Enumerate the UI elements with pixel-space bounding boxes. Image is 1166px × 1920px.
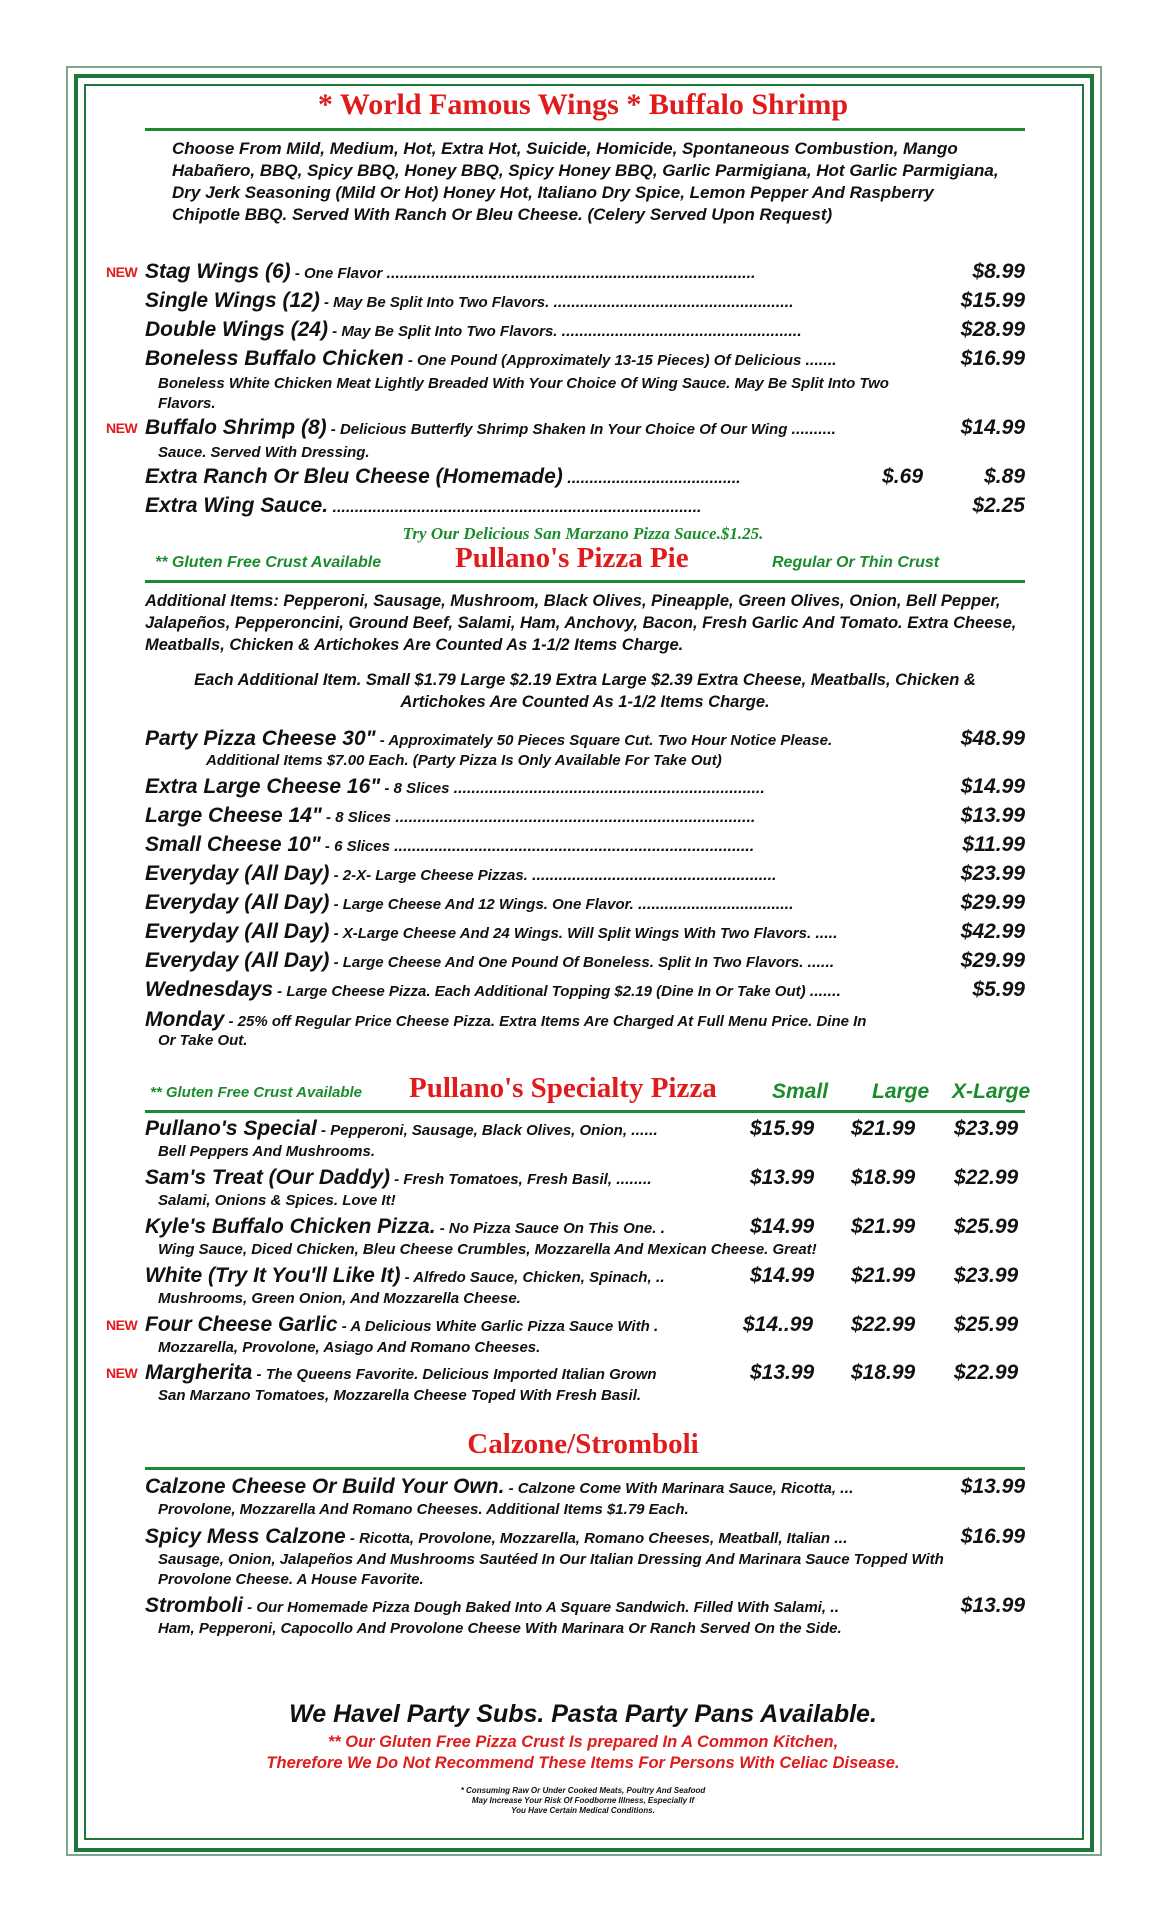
item-name: Wednesdays: [145, 978, 273, 1001]
menu-item-everyday-4: [145, 949, 1025, 977]
wings-title: * World Famous Wings * Buffalo Shrimp: [317, 88, 849, 121]
leader-dots: .......................................: [567, 470, 741, 487]
price-small: $14..99: [743, 1313, 814, 1336]
item-name: Buffalo Shrimp (8): [145, 416, 327, 439]
specialty-item-margherita: [145, 1361, 745, 1389]
menu-item-everyday-2: [145, 891, 1025, 919]
menu-item-extra-wing-sauce: [145, 494, 1025, 522]
item-name: Double Wings (24): [145, 318, 328, 341]
price-small: $13.99: [750, 1166, 815, 1189]
leader-dots: ...: [840, 1480, 854, 1497]
leader-dots: ........: [616, 1171, 652, 1188]
item-price: $13.99: [957, 804, 1025, 828]
leader-dots: ..........: [791, 421, 836, 438]
price-xlarge: $23.99: [954, 1117, 1019, 1140]
leader-dots: ......................................................: [553, 294, 794, 311]
item-price: $28.99: [957, 318, 1025, 342]
item-note: - Fresh Tomatoes, Fresh Basil,: [390, 1171, 617, 1188]
price-small: $14.99: [750, 1215, 815, 1238]
item-note: - 8 Slices: [380, 780, 454, 797]
gluten-warning-line-2: Therefore We Do Not Recommend These Items For Persons With Celiac Disease.: [266, 1754, 900, 1772]
san-marzano-sauce-note: Try Our Delicious San Marzano Pizza Sauce.$1.25.: [402, 524, 764, 543]
item-price: $8.99: [968, 260, 1025, 284]
item-note: - Alfredo Sauce, Chicken, Spinach,: [400, 1269, 656, 1286]
item-description: Ham, Pepperoni, Capocollo And Provolone Cheese With Marinara Or Ranch Served On the Side.: [158, 1620, 842, 1637]
calzone-title: Calzone/Stromboli: [467, 1428, 699, 1460]
menu-item-small-cheese: [145, 833, 1025, 861]
menu-item-extra-ranch: [145, 465, 1025, 493]
item-note: - Large Cheese And 12 Wings. One Flavor.: [329, 896, 638, 913]
item-note: - Approximately 50 Pieces Square Cut. Two Hour Notice Please.: [375, 732, 833, 749]
item-price-small: $.69: [878, 465, 923, 489]
leader-dots: ......................................................................: [453, 780, 765, 797]
item-note: - X-Large Cheese And 24 Wings. Will Split Wings With Two Flavors.: [329, 925, 816, 942]
leader-dots: ...: [834, 1530, 848, 1547]
menu-item-boneless-buffalo-chicken: [145, 347, 1025, 375]
menu-item-single-wings: [145, 289, 1025, 317]
menu-item-stromboli: [145, 1594, 1025, 1622]
item-note: - 8 Slices: [321, 809, 396, 826]
item-name: Extra Large Cheese 16": [145, 775, 381, 798]
specialty-item-white: [145, 1264, 745, 1292]
item-price-large: $.89: [984, 465, 1025, 488]
new-badge: NEW: [106, 420, 138, 436]
item-name: Everyday (All Day): [145, 891, 330, 914]
column-header-xlarge: X-Large: [952, 1080, 1031, 1103]
item-note: - Delicious Butterfly Shrimp Shaken In Your Choice Of Our Wing: [326, 421, 792, 438]
item-name: Sam's Treat (Our Daddy): [145, 1166, 391, 1189]
price-xlarge: $25.99: [954, 1313, 1019, 1336]
item-note: - The Queens Favorite. Delicious Imported Italian Grown: [252, 1366, 657, 1383]
specialty-pizza-title: Pullano's Specialty Pizza: [409, 1072, 717, 1104]
item-name: Everyday (All Day): [145, 920, 330, 943]
item-description: Provolone, Mozzarella And Romano Cheeses. Additional Items $1.79 Each.: [158, 1501, 689, 1518]
item-price: $42.99: [957, 920, 1025, 944]
item-note: - Ricotta, Provolone, Mozzarella, Romano Cheeses, Meatball, Italian: [345, 1530, 835, 1547]
leader-dots: ......: [807, 954, 835, 971]
menu-item-wednesdays: [145, 978, 1025, 1006]
item-note: - Calzone Come With Marinara Sauce, Ricotta,: [504, 1480, 841, 1497]
item-price: $16.99: [957, 347, 1025, 371]
item-description: Sauce. Served With Dressing.: [158, 444, 370, 461]
specialty-item-sams-treat: [145, 1166, 745, 1194]
menu-item-everyday-1: [145, 862, 1025, 890]
price-small: $15.99: [750, 1117, 815, 1140]
price-xlarge: $22.99: [954, 1166, 1019, 1189]
specialty-item-four-cheese-garlic: [145, 1313, 745, 1341]
item-name: Four Cheese Garlic: [145, 1313, 338, 1336]
price-large: $18.99: [851, 1166, 916, 1189]
leader-dots: ...................................................................................: [386, 265, 756, 282]
specialty-item-kyles-buffalo-chicken: [145, 1215, 745, 1243]
consumption-warning-line-2: May Increase Your Risk Of Foodborne Illness, Especially If: [471, 1796, 695, 1805]
item-name: Stromboli: [145, 1594, 243, 1617]
wings-description: Choose From Mild, Medium, Hot, Extra Hot, Suicide, Homicide, Spontaneous Combustion, Mango Habañero, BBQ, Spicy BBQ, Honey BBQ, Spicy Honey BBQ, Garlic Parmigiana, Hot Garlic Parmigiana, Dry Jerk Seasoning (Mild Or Hot) Honey Hot, Italiano Dry Spice, Lemon Pepper And Raspberry Chipotle BBQ. Served With Ranch Or Bleu Cheese. (Celery Served Upon Request): [172, 139, 999, 224]
price-large: $18.99: [851, 1361, 916, 1384]
item-price: $15.99: [957, 289, 1025, 313]
item-note: - No Pizza Sauce On This One.: [435, 1220, 661, 1237]
pizza-rule: [145, 580, 1025, 583]
wings-rule: [145, 128, 1025, 131]
menu-item-double-wings: [145, 318, 1025, 346]
consumption-warning-line-3: You Have Certain Medical Conditions.: [511, 1806, 655, 1815]
item-price: $16.99: [957, 1525, 1025, 1549]
pizza-pie-title: Pullano's Pizza Pie: [455, 542, 689, 574]
menu-item-everyday-3: [145, 920, 1025, 948]
new-badge: NEW: [106, 1365, 138, 1381]
item-price: $14.99: [957, 775, 1025, 799]
item-note: - Large Cheese And One Pound Of Boneless. Split In Two Flavors.: [329, 954, 808, 971]
item-price: $11.99: [958, 833, 1025, 857]
item-note: - A Delicious White Garlic Pizza Sauce With: [337, 1318, 654, 1335]
leader-dots: ..: [830, 1599, 840, 1616]
new-badge: NEW: [106, 1317, 138, 1333]
item-note: - May Be Split Into Two Flavors.: [327, 323, 562, 340]
item-name: Spicy Mess Calzone: [145, 1525, 346, 1548]
item-name: Kyle's Buffalo Chicken Pizza.: [145, 1215, 436, 1238]
menu-item-buffalo-shrimp: [145, 416, 1025, 444]
price-large: $22.99: [851, 1313, 916, 1336]
price-xlarge: $22.99: [954, 1361, 1019, 1384]
specialty-item-pullanos-special: [145, 1117, 745, 1145]
item-name: Small Cheese 10": [145, 833, 321, 856]
item-name: Pullano's Special: [145, 1117, 317, 1140]
menu-item-spicy-mess-calzone: [145, 1525, 1025, 1553]
item-name: Extra Wing Sauce.: [145, 494, 329, 517]
item-description: Additional Items $7.00 Each. (Party Pizza Is Only Available For Take Out): [206, 752, 722, 769]
item-description: Bell Peppers And Mushrooms.: [158, 1143, 375, 1160]
item-description: Boneless White Chicken Meat Lightly Breaded With Your Choice Of Wing Sauce. May Be Split Into Two Flavors.: [158, 375, 889, 412]
gluten-warning-line-1: ** Our Gluten Free Pizza Crust Is prepared In A Common Kitchen,: [327, 1733, 839, 1751]
item-note: - Pepperoni, Sausage, Black Olives, Onion,: [316, 1122, 632, 1139]
item-price: $29.99: [957, 949, 1025, 973]
calzone-rule: [145, 1467, 1025, 1470]
item-note: - One Flavor: [290, 265, 387, 282]
item-note: - May Be Split Into Two Flavors.: [319, 294, 554, 311]
item-note: - 6 Slices: [320, 838, 395, 855]
item-description: Wing Sauce, Diced Chicken, Bleu Cheese Crumbles, Mozzarella And Mexican Cheese. Great!: [158, 1241, 817, 1258]
price-large: $21.99: [851, 1264, 916, 1287]
leader-dots: .................................................................................: [394, 838, 755, 855]
leader-dots: .....: [815, 925, 838, 942]
consumption-warning-line-1: * Consuming Raw Or Under Cooked Meats, Poultry And Seafood: [460, 1786, 706, 1795]
item-description: Sausage, Onion, Jalapeños And Mushrooms Sautéed In Our Italian Dressing And Marinara Sauce Topped With Provolone Cheese. A House Favorite.: [158, 1551, 944, 1588]
new-badge: NEW: [106, 264, 138, 280]
item-name: Margherita: [145, 1361, 253, 1384]
crust-options-note: Regular Or Thin Crust: [772, 554, 940, 571]
item-name: Everyday (All Day): [145, 862, 330, 885]
item-price: $2.25: [968, 494, 1025, 518]
leader-dots: .......................................................: [532, 867, 777, 884]
item-name: Everyday (All Day): [145, 949, 330, 972]
party-subs-heading: We Havel Party Subs. Pasta Party Pans Available.: [289, 1700, 877, 1728]
pizza-gluten-free-note: ** Gluten Free Crust Available: [155, 554, 382, 571]
leader-dots: .......: [805, 352, 837, 369]
column-header-small: Small: [772, 1080, 829, 1103]
item-name: Calzone Cheese Or Build Your Own.: [145, 1475, 505, 1498]
menu-item-large-cheese: [145, 804, 1025, 832]
item-note: - 2-X- Large Cheese Pizzas.: [329, 867, 532, 884]
item-name: Party Pizza Cheese 30": [145, 727, 376, 750]
leader-dots: ...................................: [637, 896, 794, 913]
price-small: $13.99: [750, 1361, 815, 1384]
leader-dots: .................................................................................: [395, 809, 756, 826]
item-name: Large Cheese 14": [145, 804, 322, 827]
leader-dots: ......: [631, 1122, 658, 1139]
item-name: Extra Ranch Or Bleu Cheese (Homemade): [145, 465, 563, 488]
leader-dots: ......................................................: [561, 323, 802, 340]
item-description: Mushrooms, Green Onion, And Mozzarella Cheese.: [158, 1290, 521, 1307]
leader-dots: .: [660, 1220, 666, 1237]
price-small: $14.99: [750, 1264, 815, 1287]
item-price: $13.99: [957, 1475, 1025, 1499]
item-description: San Marzano Tomatoes, Mozzarella Cheese Toped With Fresh Basil.: [158, 1387, 642, 1404]
specialty-rule: [145, 1110, 1025, 1113]
item-description: Salami, Onions & Spices. Love It!: [158, 1192, 396, 1209]
menu-item-stag-wings: [145, 260, 1025, 288]
item-note: - One Pound (Approximately 13-15 Pieces) Of Delicious: [403, 352, 806, 369]
column-header-large: Large: [872, 1080, 930, 1103]
item-price: $14.99: [957, 416, 1025, 440]
specialty-gluten-free-note: ** Gluten Free Crust Available: [150, 1084, 363, 1101]
menu-item-xl-cheese: [145, 775, 1025, 803]
item-name: Boneless Buffalo Chicken: [145, 347, 404, 370]
price-xlarge: $25.99: [954, 1215, 1019, 1238]
each-additional-item-text: Each Additional Item. Small $1.79 Large $2.19 Extra Large $2.39 Extra Cheese, Meatballs, Chicken & Artichokes Are Counted As 1-1/2 Items Charge.: [194, 671, 976, 711]
item-price: $29.99: [957, 891, 1025, 915]
leader-dots: .: [653, 1318, 659, 1335]
menu-item-calzone: [145, 1475, 1025, 1503]
additional-items-text: Additional Items: Pepperoni, Sausage, Mushroom, Black Olives, Pineapple, Green Olives, Onion, Bell Pepper, Jalapeños, Pepperoncini, Ground Beef, Salami, Ham, Anchovy, Bacon, Fresh Garlic And Tomato. Extra Cheese, Meatballs, Chicken & Artichokes Are Counted As 1-1/2 Items Charge.: [145, 592, 1017, 654]
item-description: Mozzarella, Provolone, Asiago And Romano Cheeses.: [158, 1339, 541, 1356]
item-price: $5.99: [968, 978, 1025, 1002]
item-note: - Large Cheese Pizza. Each Additional Topping $2.19 (Dine In Or Take Out): [273, 983, 810, 1000]
item-name: Monday: [145, 1008, 225, 1031]
item-price: $48.99: [960, 727, 1025, 750]
item-name: Single Wings (12): [145, 289, 320, 312]
item-name: Stag Wings (6): [145, 260, 291, 283]
price-xlarge: $23.99: [954, 1264, 1019, 1287]
price-large: $21.99: [851, 1215, 916, 1238]
leader-dots: .......: [809, 983, 841, 1000]
item-description: Or Take Out.: [158, 1032, 248, 1049]
leader-dots: ..: [655, 1269, 665, 1286]
leader-dots: ...................................................................................: [332, 499, 702, 516]
item-note: - Our Homemade Pizza Dough Baked Into A Square Sandwich. Filled With Salami,: [243, 1599, 831, 1616]
price-large: $21.99: [851, 1117, 916, 1140]
item-price: $13.99: [957, 1594, 1025, 1618]
item-name: White (Try It You'll Like It): [145, 1264, 401, 1287]
item-price: $23.99: [957, 862, 1025, 886]
item-note: - 25% off Regular Price Cheese Pizza. Extra Items Are Charged At Full Menu Price. Dine In: [224, 1013, 867, 1030]
